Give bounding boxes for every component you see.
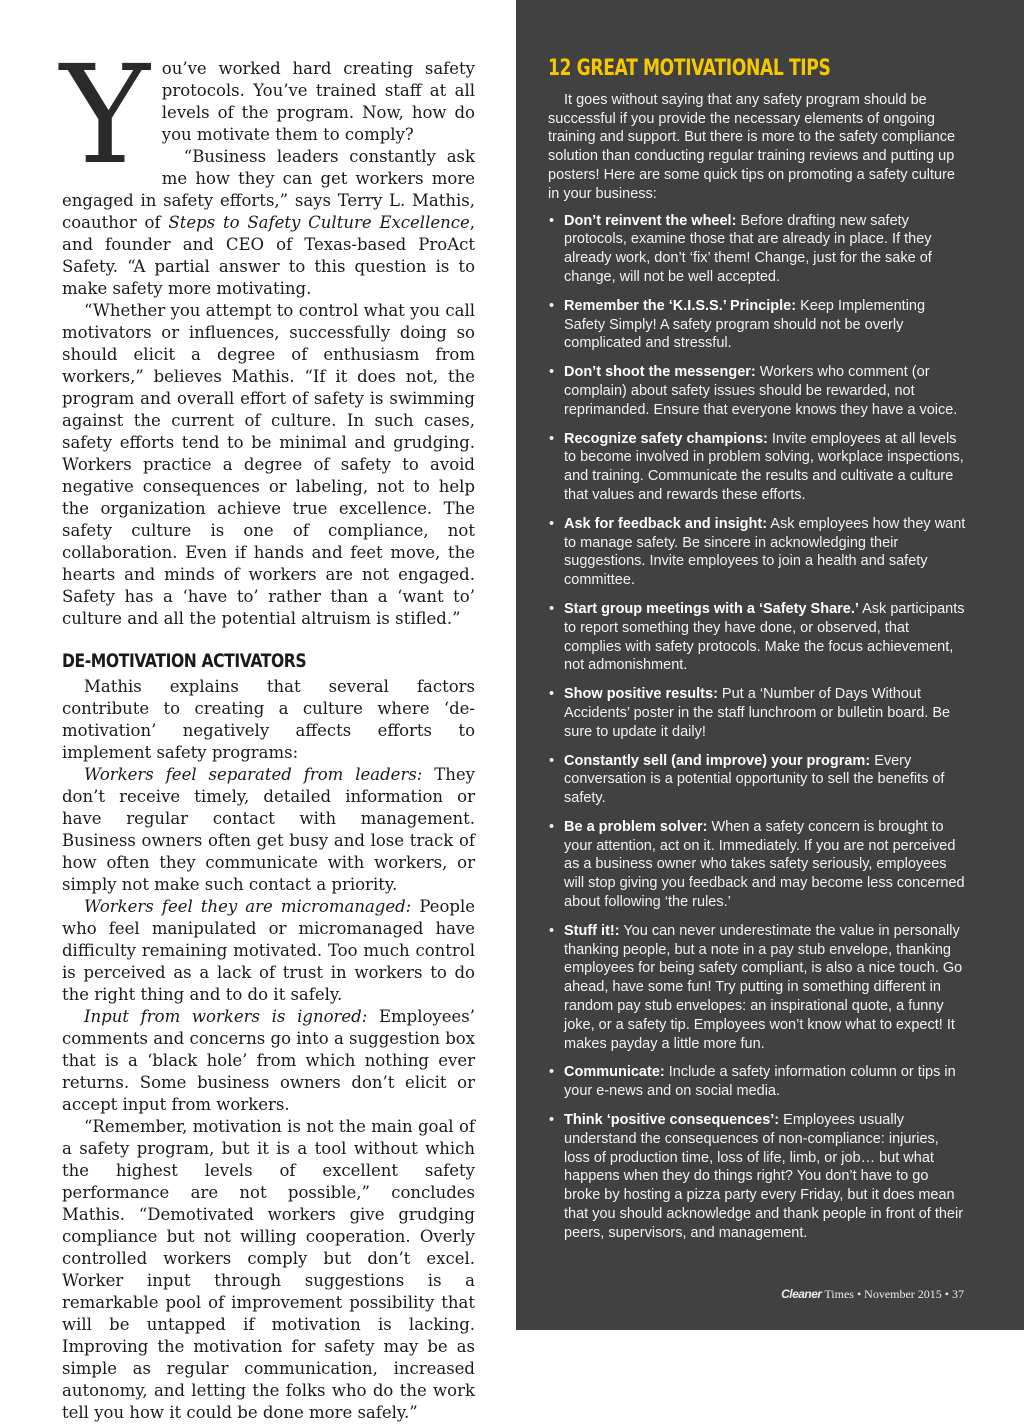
bullet-icon: • <box>549 430 555 447</box>
sidebar-intro: It goes without saying that any safety program should be successful if you provide the necessary elements of ongoing training and support. But there is more to the safety compliance solution than conducting regular training reviews and putting up posters! Here are some quick tips on promoting a safety culture in your business: <box>548 91 956 202</box>
book-title: Steps to Safety Culture Excellence <box>168 213 470 232</box>
factor-paragraph: Workers feel separated from leaders: They don’t receive timely, detailed information or have regular contact with management. Business owners often get busy and lose track of how often they communicate with workers, or simply not make such contact a priority. <box>62 765 475 894</box>
bullet-icon: • <box>549 818 555 835</box>
tips-sidebar <box>516 0 1024 1330</box>
tip-item: • Show positive results: Put a ‘Number of Days Without Accidents’ poster in the staff lunchroom or bulletin board. Be sure to update it daily! <box>549 686 951 740</box>
closing-paragraph: “Remember, motivation is not the main goal of a safety program, but it is a tool without which the highest levels of excellent safety performance are not possible,” concludes Mathis. “Demotivated workers give grudging compliance but not willing cooperation. Overly controlled workers comply but don’t excel. Worker input through suggestions is a remarkable pool of improvement possibility that will be untapped if motivation is lacking. Improving the motivation for safety may be as simple as regular communication, increased autonomy, and letting the folks who do the work tell you how it could be done more safely.” <box>62 1117 475 1422</box>
factor-paragraph: Input from workers is ignored: Employees’ comments and concerns go into a suggestion box that is a ‘black hole’ from which nothing ever returns. Some business owners don’t elicit or accept input from workers. <box>62 1007 476 1114</box>
bullet-icon: • <box>549 297 555 314</box>
bullet-icon: • <box>549 515 555 532</box>
bullet-icon: • <box>549 212 555 229</box>
tip-item: • Think ‘positive consequences’: Employees usually understand the consequences of non-compliance: injuries, loss of production time, loss of life, limb, or job… but what happens when they do things right? You don’t have to go broke by hosting a pizza party every Friday, but it does mean that you should acknowledge and thank people in front of their peers, supervisors, and management. <box>549 1112 964 1241</box>
bullet-icon: • <box>549 752 555 769</box>
bullet-icon: • <box>549 686 555 703</box>
tips-list <box>548 212 966 1243</box>
drop-cap: Y <box>60 37 150 195</box>
article-paragraph: ou’ve worked hard creating safety protocols. You’ve trained staff at all levels of the program. Now, how do you motivate them to comply? <box>161 59 475 144</box>
bullet-icon: • <box>549 600 555 617</box>
section-heading: DE-MOTIVATION ACTIVATORS <box>62 650 307 672</box>
article-paragraph: “Whether you attempt to control what you call motivators or influences, successfully doing so should elicit a degree of enthusiasm from workers,” believes Mathis. “If it does not, the program and overall effort of safety is swimming against the current of culture. In such cases, safety efforts tend to be minimal and grudging. Workers practice a degree of safety to avoid negative consequences or labeling, not to help the organization achieve true excellence. The safety culture is one of compliance, not collaboration. Even if hands and feet move, the hearts and minds of workers are not engaged. Safety has a ‘have to’ rather than a ‘want to’ culture and all the potential altruism is stifled.” <box>62 301 475 628</box>
article-paragraph: “Business leaders constantly ask me how they can get workers more engaged in safety efforts,” says Terry L. Mathis, coauthor of Steps to Safety Culture Excellence, and founder and CEO of Texas-based ProAct Safety. “A partial answer to this question is to make safety more motivating. <box>62 147 475 298</box>
tip-item: • Constantly sell (and improve) your program: Every conversation is a potential opportunity to sell the benefits of safety. <box>549 752 945 807</box>
section-intro: Mathis explains that several factors contribute to creating a culture where ‘de-motivation’ negatively affects efforts to implement safety programs: <box>62 677 475 762</box>
bullet-icon: • <box>549 364 555 381</box>
bullet-icon: • <box>549 1112 555 1129</box>
page-footer <box>781 1287 964 1302</box>
magazine-brand: Cleaner <box>781 1287 822 1301</box>
tip-item: • Start group meetings with a ‘Safety Share.’ Ask participants to report something they have done, or observed, that complies with safety protocols. Make the focus achievement, not admonishment. <box>549 600 965 674</box>
tip-item: • Ask for feedback and insight: Ask employees how they want to manage safety. Be sincere in acknowledging their suggestions. Invite employees to join a health and safety committee. <box>549 515 966 589</box>
tip-item: • Don’t reinvent the wheel: Before drafting new safety protocols, examine those that are already in place. If they already work, don’t ‘fix’ them! Change, just for the sake of change, will not be well accepted. <box>549 212 932 285</box>
factor-paragraph: Workers feel they are micromanaged: People who feel manipulated or micromanaged have difficulty remaining motivated. Too much control is perceived as a lack of trust in workers to do the right thing and to do it safely. <box>62 897 475 1004</box>
tip-item: • Don’t shoot the messenger: Workers who comment (or complain) about safety issues should be rewarded, not reprimanded. Ensure that everyone knows they have a voice. <box>549 364 958 418</box>
bullet-icon: • <box>549 922 555 939</box>
tip-item: • Remember the ‘K.I.S.S.’ Principle: Keep Implementing Safety Simply! A safety program should not be overly complicated and stressful. <box>549 297 926 352</box>
tip-item: • Recognize safety champions: Invite employees at all levels to become involved in problem solving, workplace inspections, and training. Communicate the results and cultivate a culture that values and rewards these efforts. <box>549 430 964 503</box>
sidebar-heading: 12 GREAT MOTIVATIONAL TIPS <box>548 56 831 81</box>
bullet-icon: • <box>549 1064 555 1081</box>
footer-info: Times • November 2015 • 37 <box>821 1287 964 1301</box>
article-column <box>60 37 476 1424</box>
tip-item: • Communicate: Include a safety information column or tips in your e-news and on social media. <box>549 1064 956 1100</box>
tip-item: • Stuff it!: You can never underestimate the value in personally thanking people, but a note in a pay stub envelope, thanking employees for being safety compliant, is also a nice touch. Go ahead, have some fun! Try putting in something different in random pay stub envelopes: an inspirational quote, a funny joke, or a safety tip. Employees won’t know what to expect! It makes payday a little more fun. <box>549 922 963 1052</box>
tip-item: • Be a problem solver: When a safety concern is brought to your attention, act on it. Immediately. If you are not perceived as a business owner who takes safety seriously, employees will stop giving you feedback and may become less concerned about following ‘the rules.’ <box>549 818 965 911</box>
